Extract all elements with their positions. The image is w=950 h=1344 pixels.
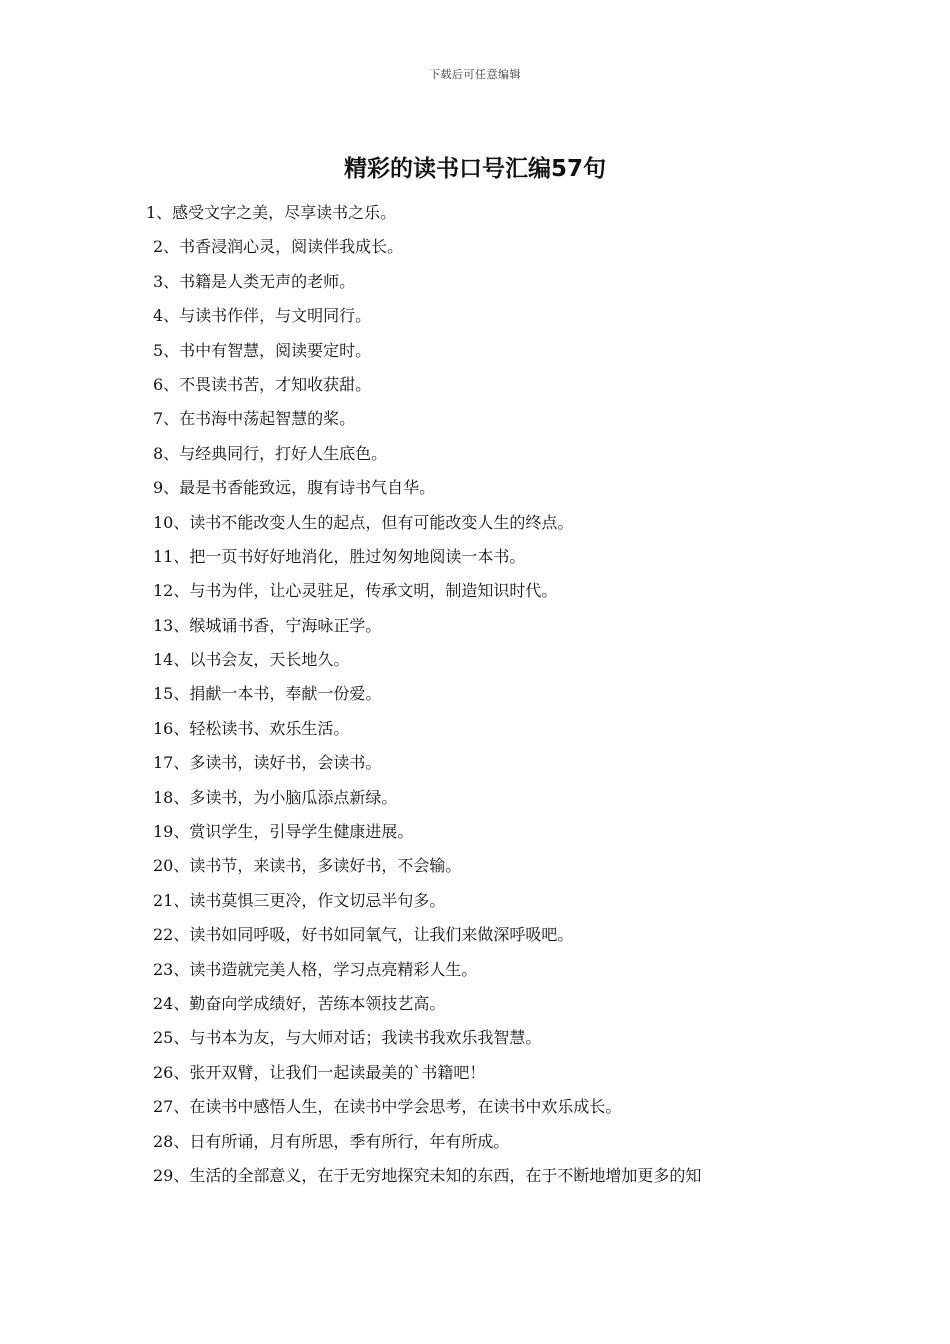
list-item: 29、生活的全部意义，在于无穷地探究未知的东西，在于不断地增加更多的知 (153, 1165, 702, 1185)
list-item: 27、在读书中感悟人生，在读书中学会思考，在读书中欢乐成长。 (153, 1097, 622, 1117)
list-item: 24、勤奋向学成绩好，苦练本领技艺高。 (153, 993, 446, 1013)
list-item: 7、在书海中荡起智慧的桨。 (153, 409, 356, 429)
list-item: 21、读书莫惧三更冷，作文切忌半句多。 (153, 890, 446, 910)
list-item: 20、读书节，来读书，多读好书，不会输。 (153, 856, 462, 876)
list-item: 3、书籍是人类无声的老师。 (153, 271, 356, 291)
list-item: 12、与书为伴，让心灵驻足，传承文明，制造知识时代。 (153, 581, 558, 601)
list-item: 5、书中有智慧，阅读要定时。 (153, 340, 372, 360)
list-item: 22、读书如同呼吸，好书如同氧气，让我们来做深呼吸吧。 (153, 925, 574, 945)
list-item: 9、最是书香能致远，腹有诗书气自华。 (153, 478, 436, 498)
list-item: 28、日有所诵，月有所思，季有所行，年有所成。 (153, 1131, 510, 1151)
list-item: 23、读书造就完美人格，学习点亮精彩人生。 (153, 959, 478, 979)
list-item: 18、多读书，为小脑瓜添点新绿。 (153, 787, 398, 807)
list-item: 1、感受文字之美，尽享读书之乐。 (146, 203, 397, 222)
list-item: 15、捐献一本书，奉献一份爱。 (153, 684, 382, 704)
list-item: 17、多读书，读好书，会读书。 (153, 753, 382, 773)
list-item: 10、读书不能改变人生的起点，但有可能改变人生的终点。 (153, 512, 574, 532)
list-item: 6、不畏读书苦，才知收获甜。 (153, 374, 372, 394)
page-title: 精彩的读书口号汇编57句 (343, 156, 606, 182)
list-item: 19、赏识学生，引导学生健康进展。 (153, 822, 414, 842)
list-item: 14、以书会友，天长地久。 (153, 650, 350, 670)
list-item: 25、与书本为友，与大师对话；我读书我欢乐我智慧。 (153, 1028, 542, 1048)
list-item: 8、与经典同行，打好人生底色。 (153, 443, 388, 463)
list-item: 16、轻松读书、欢乐生活。 (153, 718, 350, 738)
list-item: 11、把一页书好好地消化，胜过匆匆地阅读一本书。 (153, 546, 526, 566)
list-item: 2、书香浸润心灵，阅读伴我成长。 (153, 237, 404, 257)
list-item: 26、张开双臂，让我们一起读最美的`书籍吧！ (153, 1062, 486, 1082)
slogan-list (146, 196, 836, 1193)
list-item: 4、与读书作伴，与文明同行。 (153, 306, 372, 326)
header-note: 下载后可任意编辑 (429, 68, 521, 81)
list-item: 13、缑城诵书香，宁海咏正学。 (153, 615, 382, 635)
